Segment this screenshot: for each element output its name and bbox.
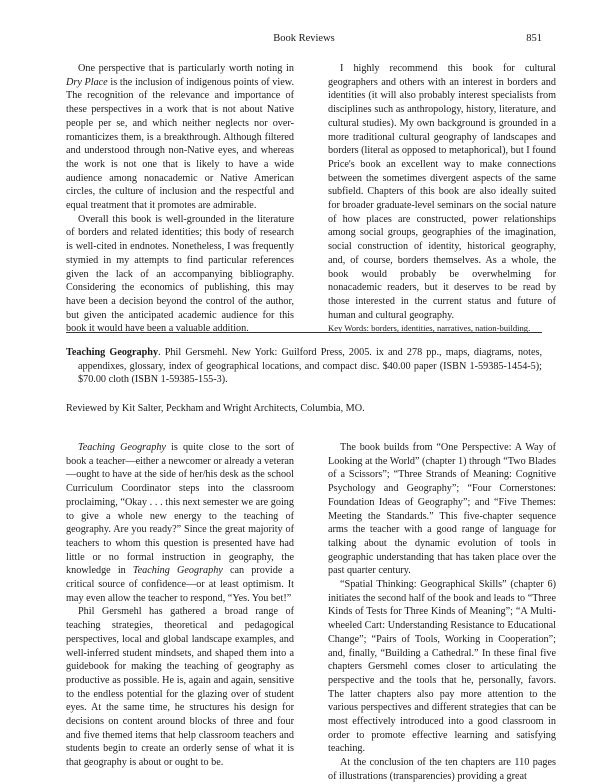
page-number: 851 (526, 33, 542, 44)
paragraph: One perspective that is particularly worth noting in Dry Place is the inclusion of indigenous points of view. The recognition of the relevance and importance of these perspectives in a work that is not about Native people per se, and which neither neglects nor over-romanticizes them, is a breakthrough. Although filtered and understood through non-Native eyes, and whereas the work is not one that is likely to have a wide audience among nonacademic or Native American circles, the culture of inclusion and the respectful and equal treatment that it promotes are admirable. (66, 63, 294, 212)
book-title-italic: Dry Place (66, 76, 108, 88)
paragraph: Phil Gersmehl has gathered a broad range of teaching strategies, theoretical and pedagogical perspectives, local and global landscape examples, and well-inferred student mindsets, and shaped them into a guidebook for making the teaching of geography as productive as possible. He is, again and again, sensitive to the endless potential for the glazing over of student eyes. At the same time, he structures his design for decisions on content around blocks of three and four and five themed items that help classroom teachers and students begin to create an orderly sense of what it is that geography is about or ought to be. (66, 606, 294, 769)
bottom-left-column (66, 441, 294, 770)
reviewed-book-title: Teaching Geography (66, 347, 159, 358)
book-title-italic: Teaching Geography (132, 565, 223, 577)
paragraph: Overall this book is well-grounded in the literature of borders and related identities; this body of research is well-cited in endnotes. Nonetheless, I was frequently stymied in my attempts to find particular references given the lack of an accompanying bibliography. Considering the economics of publishing, this may have been a decision beyond the control of the author, but given the anticipated academic audience for this book it would have been a valuable addition. (66, 213, 294, 335)
running-title: Book Reviews (273, 33, 335, 44)
paragraph: The book builds from “One Perspective: A Way of Looking at the World” (chapter 1) through “Two Blades of a Scissors”; “Three Strands of Meaning: Cognitive Psychology and Geography”; “Four Cornerstones: Foundation Ideas of Geography”; and “Five Themes: Meeting the Standards.” This five-chapter sequence arms the teacher with a good range of language for talking about the dynamic evolution of tools in geographic understanding that has taken place over the past quarter century. (328, 442, 556, 577)
book-title-italic: Teaching Geography (78, 442, 166, 453)
reviewer-line: Reviewed by Kit Salter, Peckham and Wright Architects, Columbia, MO. (66, 403, 365, 414)
top-left-column (66, 62, 294, 336)
paragraph: I highly recommend this book for cultural geographers and others with an interest in borders and identities (it will also probably interest specialists from disciplines such as anthropology, history, literature, and cultural studies). My own background is grounded in a more traditional cultural geography of landscapes and borders (literal as opposed to metaphorical), but I found Price's book an excellent way to make connections between the sometimes divergent aspects of the same subfield. Chapters of this book are also ideally suited for broader graduate-level seminars on the social nature of how places are constructed, power relationships among social groups, geographies of the imagination, social construction of identity, historical geography, and, of course, borders themselves. As a whole, the book would probably be overwhelming for nonacademic readers, but it deserves to be read by those interested in the current status and future of human and cultural geography. (328, 63, 556, 321)
paragraph: At the conclusion of the ten chapters are 110 pages of illustrations (transparencies) providing a great (328, 757, 556, 782)
section-divider (66, 332, 542, 333)
running-header (66, 33, 542, 49)
paragraph: “Spatial Thinking: Geographical Skills” (chapter 6) initiates the second half of the book and leads to “Three Kinds of Tests for Three Kinds of Meaning”; “A Multi-wheeled Cart: Understanding Resistance to Educational Change”; “Pairs of Tools, Working in Cooperation”; and, finally, “Building a Cathedral.” In these final five chapters Gersmehl comes closer to articulating the perspective and the tools that he, personally, favors. The latter chapters also pay more attention to the various perspectives and different strategies that can be most effectively introduced into a good classroom in order to promote effective learning and satisfying teaching. (328, 579, 556, 755)
top-right-column (328, 62, 556, 334)
bottom-right-column (328, 441, 556, 784)
paragraph: Teaching Geography is quite close to the sort of book a teacher—either a newcomer or already a veteran—ought to have at the side of her/his desk as the school Curriculum Coordinator steps into the classroom proclaiming, “Okay . . . this next semester we are going to give a whole new energy to the teaching of geography. Are you ready?” Since the great majority of teachers to whom this question is presented have had little or no formal instruction in geography, the knowledge in Teaching Geography can provide a critical source of confidence—or at least optimism. It may even allow the teacher to respond, “Yes. You bet!” (66, 442, 295, 604)
book-citation: Teaching Geography. Phil Gersmehl. New York: Guilford Press, 2005. ix and 278 pp., maps, diagrams, notes, appendixes, glossary, index of geographical locations, and compact disc. $40.00 paper (ISBN 1-59385-1454-5); $70.00 cloth (ISBN 1-59385-155-3). (66, 347, 542, 385)
key-words: Key Words: borders, identities, narratives, nation-building. (328, 323, 531, 334)
